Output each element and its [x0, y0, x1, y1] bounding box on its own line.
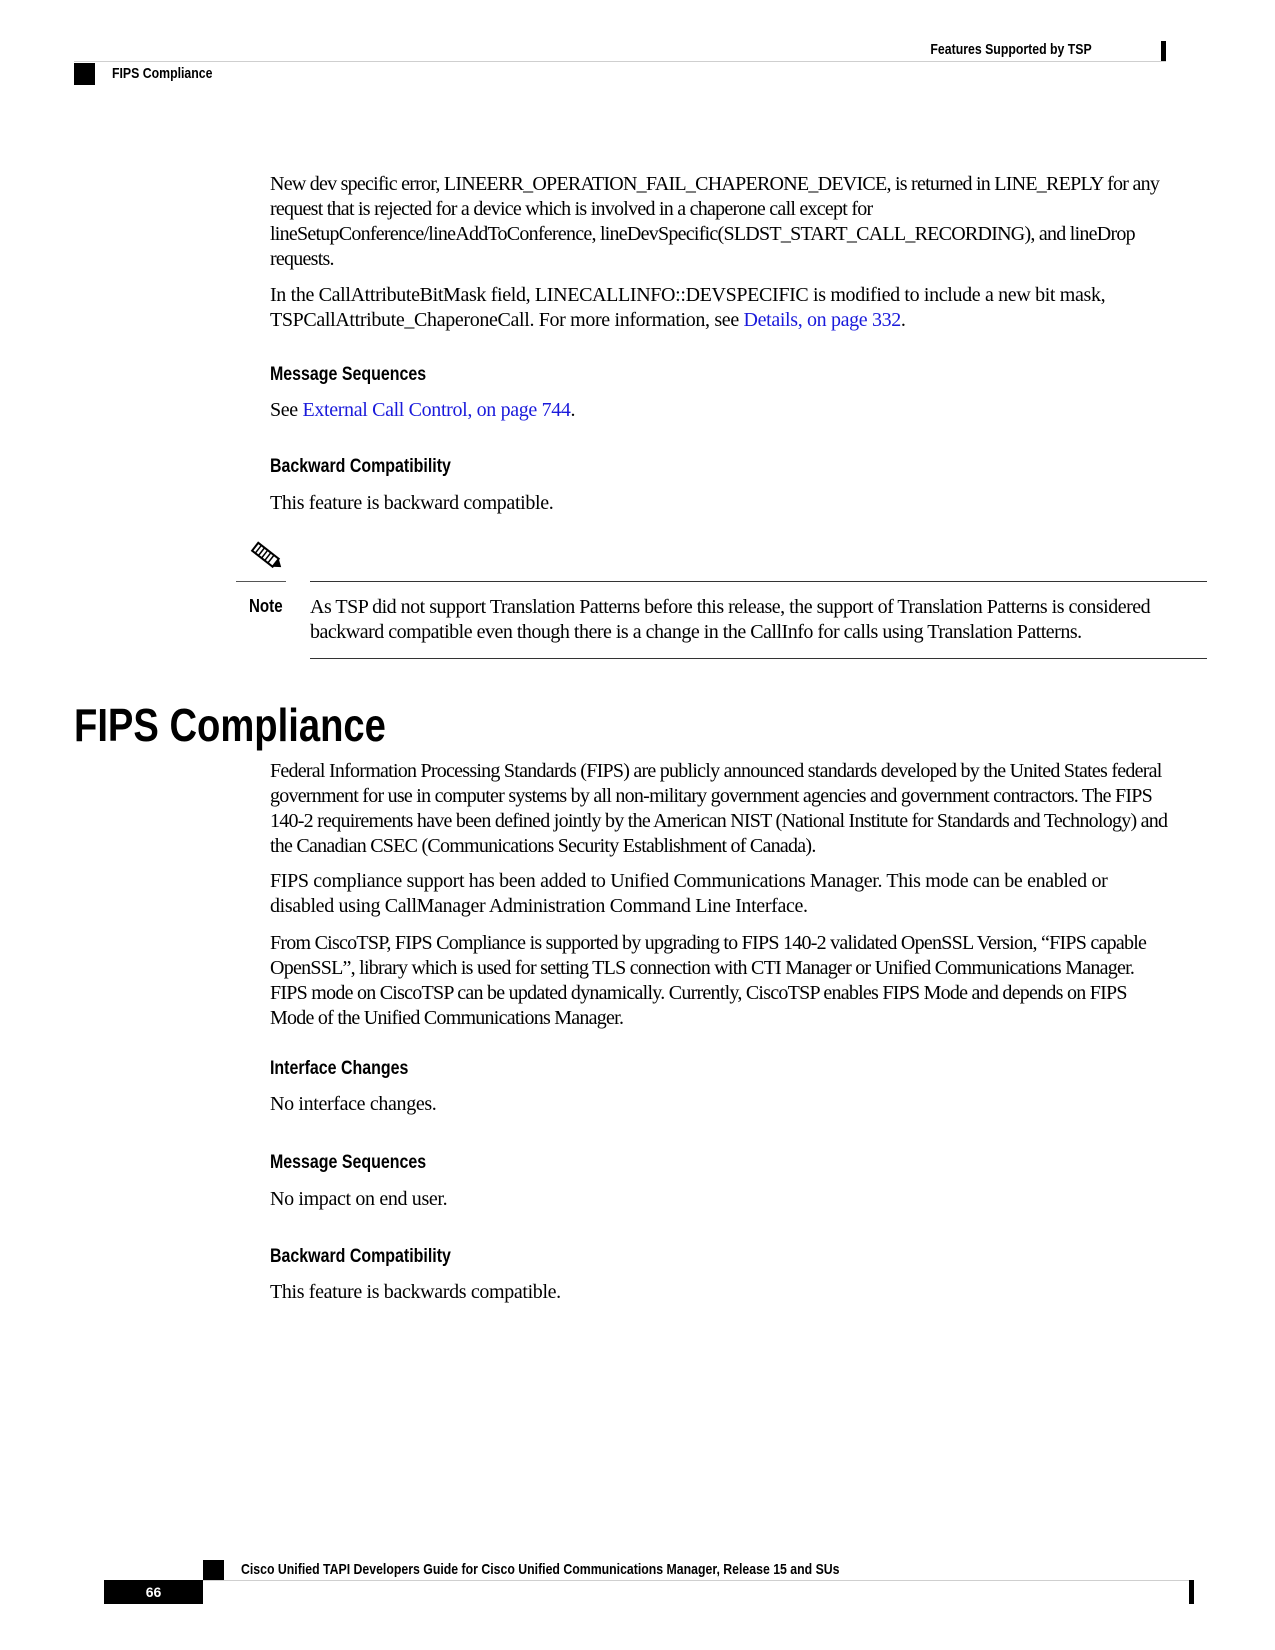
section-title: FIPS Compliance	[74, 699, 386, 751]
interface-changes-text: No interface changes.	[270, 1093, 437, 1115]
fips-paragraph-3: From CiscoTSP, FIPS Compliance is supported by upgrading to FIPS 140-2 validated OpenSSL Version, “FIPS capable OpenSSL”, library which is used for setting TLS connection with CTI Manager or Unified Communications Manager. FIPS mode on CiscoTSP can be updated dynamically. Currently, CiscoTSP enables FIPS Mode and depends on FIPS Mode of the Unified Communications Manager.	[270, 932, 1147, 1029]
fips-paragraph-1: Federal Information Processing Standards (FIPS) are publicly announced standards developed by the United States federal government for use in computer systems by all non-military government agencies and government contractors. The FIPS 140-2 requirements have been defined jointly by the American NIST (National Institute for Standards and Technology) and the Canadian CSEC (Communications Security Establishment of Canada).	[270, 760, 1168, 857]
header-divider	[74, 61, 1166, 62]
note-text: As TSP did not support Translation Patterns before this release, the support of Translation Patterns is considered backward compatible even though there is a change in the CallInfo for calls using Translation Patterns.	[310, 596, 1151, 643]
note-label: Note	[249, 596, 283, 616]
message-sequences-heading: Message Sequences	[270, 364, 427, 385]
message-sequences-prefix: See	[270, 399, 303, 421]
intro-paragraph-1: New dev specific error, LINEERR_OPERATION_FAIL_CHAPERONE_DEVICE, is returned in LINE_REPLY for any request that is rejected for a device which is involved in a chaperone call except for lineSetupConference/lineAddToConference, lineDevSpecific(SLDST_START_CALL_RECORDING), and lineDrop requests.	[270, 173, 1160, 270]
fips-message-sequences-text: No impact on end user.	[270, 1188, 448, 1210]
header-bar	[1161, 41, 1166, 61]
details-link[interactable]: Details, on page 332	[743, 309, 901, 331]
footer-bar	[1189, 1580, 1194, 1604]
footer-marker	[203, 1560, 224, 1580]
pencil-icon	[248, 538, 286, 574]
intro-paragraph-2-text: In the CallAttributeBitMask field, LINECALLINFO::DEVSPECIFIC is modified to include a new bit mask, TSPCallAttribute_ChaperoneCall. For more information, see	[270, 284, 1106, 331]
message-sequences-end: .	[570, 399, 576, 421]
fips-message-sequences-heading: Message Sequences	[270, 1152, 427, 1173]
message-sequences-text	[270, 398, 1170, 423]
interface-changes-heading: Interface Changes	[270, 1058, 409, 1079]
fips-backward-compatibility-heading: Backward Compatibility	[270, 1246, 451, 1267]
backward-compatibility-text: This feature is backward compatible.	[270, 492, 554, 514]
running-header-chapter: Features Supported by TSP	[930, 41, 1092, 58]
note-bottom-rule	[310, 658, 1207, 659]
footer-divider	[104, 1580, 1194, 1581]
header-marker	[74, 63, 95, 85]
intro-paragraph-2-end: .	[900, 309, 906, 331]
note-top-rule	[310, 581, 1207, 582]
page-number: 66	[145, 1584, 162, 1600]
running-header-section: FIPS Compliance	[112, 65, 213, 82]
fips-paragraph-2: FIPS compliance support has been added to Unified Communications Manager. This mode can be enabled or disabled using CallManager Administration Command Line Interface.	[270, 870, 1108, 917]
intro-paragraph-2	[270, 283, 1170, 333]
footer-title: Cisco Unified TAPI Developers Guide for Cisco Unified Communications Manager, Release 15 and SUs	[241, 1561, 840, 1578]
backward-compatibility-heading: Backward Compatibility	[270, 456, 451, 477]
external-call-control-link[interactable]: External Call Control, on page 744	[302, 399, 571, 421]
note-icon-rule	[236, 581, 286, 582]
fips-backward-compatibility-text: This feature is backwards compatible.	[270, 1281, 561, 1303]
